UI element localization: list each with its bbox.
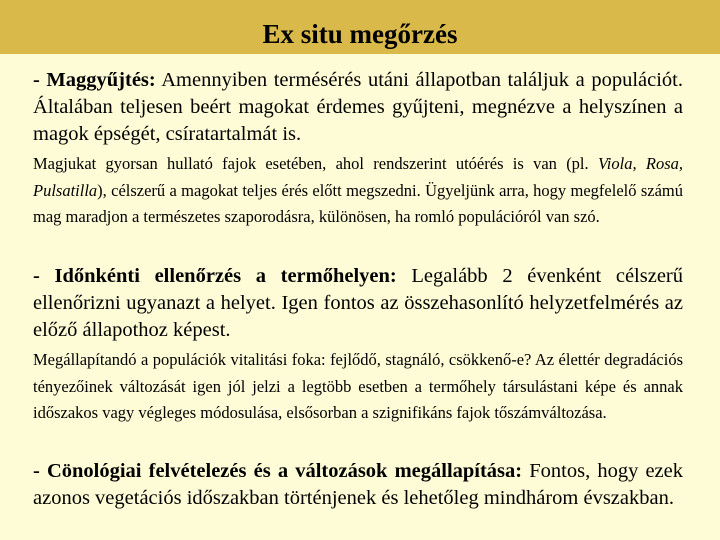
section-heading: - Cönológiai felvételezés és a változások megállapítása:: [33, 460, 523, 482]
section-heading: - Időnkénti ellenőrzés a termőhelyen:: [33, 265, 397, 287]
section-periodic-check: [33, 263, 683, 344]
section-seed-collection-detail: [33, 151, 683, 231]
section-text: Amennyiben termésérés utáni állapotban találjuk a populációt. Általában teljesen beért magokat érdemes gyűjteni, megnézve a helyszínen a magok épségét, csíratartalmát is.: [33, 69, 683, 145]
page-title: Ex situ megőrzés: [262, 19, 458, 49]
section-heading: - Maggyűjtés:: [33, 69, 156, 91]
section-seed-collection: [33, 67, 683, 148]
section-periodic-check-detail: [33, 347, 683, 427]
detail-text: ), célszerű a magokat teljes érés előtt megszedni. Ügyeljünk arra, hogy megfelelő számú mag maradjon a természetes szaporodásra, különösen, ha romló populációról van szó.: [33, 180, 683, 227]
detail-text: Megállapítandó a populációk vitalitási foka: fejlődő, stagnáló, csökkenő-e? Az élettér degradációs tényezőinek változását igen jól jelzi a legtöbb esetben a termőhely társulástani képe és annak időszakos vagy végleges módosulása, elsősorban a szignifikáns fajok tőszámváltozása.: [33, 350, 683, 423]
section-coenological-survey: [33, 458, 683, 512]
section-text: Legalább 2 évenként célszerű ellenőrizni ugyanazt a helyet. Igen fontos az összehasonlító helyzetfelmérés az előző állapothoz képest.: [33, 265, 684, 341]
section-text: Fontos, hogy ezek azonos vegetációs időszakban történjenek és lehetőleg mindhárom évszakban.: [33, 460, 684, 509]
detail-text: Magjukat gyorsan hullató fajok esetében, ahol rendszerint utóérés is van (pl.: [33, 154, 598, 173]
species-examples: Viola, Rosa, Pulsatilla: [33, 154, 683, 200]
